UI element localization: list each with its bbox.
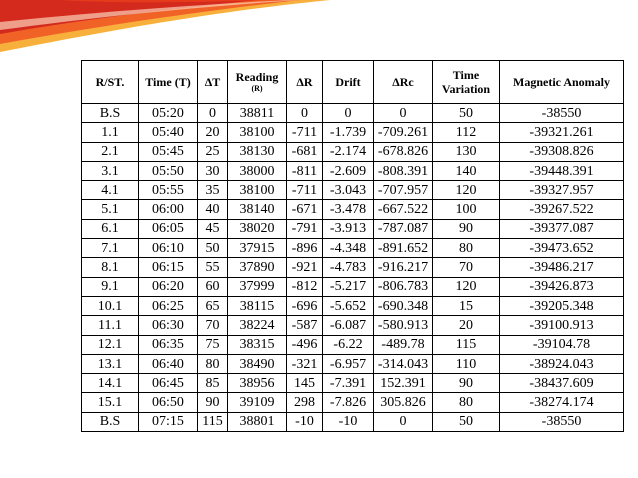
cell-delta-rc: -891.652	[374, 239, 433, 258]
cell-delta-r: 298	[287, 393, 323, 412]
table-row	[82, 123, 624, 142]
cell-station: B.S	[82, 104, 139, 123]
cell-delta-t: 20	[198, 123, 228, 142]
cell-drift: -6.957	[323, 354, 374, 373]
header-delta-rc: ΔRc	[374, 61, 433, 104]
cell-magnetic-anomaly: -39321.261	[500, 123, 624, 142]
cell-delta-t: 80	[198, 354, 228, 373]
cell-drift: -7.826	[323, 393, 374, 412]
cell-time-variation: 120	[433, 181, 500, 200]
cell-drift: -4.348	[323, 239, 374, 258]
cell-time-variation: 110	[433, 354, 500, 373]
cell-reading: 38000	[228, 161, 287, 180]
cell-delta-t: 0	[198, 104, 228, 123]
cell-station: 9.1	[82, 277, 139, 296]
cell-reading: 37999	[228, 277, 287, 296]
cell-drift: 0	[323, 104, 374, 123]
cell-time: 06:50	[139, 393, 198, 412]
cell-magnetic-anomaly: -39104.78	[500, 335, 624, 354]
cell-reading: 38956	[228, 374, 287, 393]
cell-delta-rc: -806.783	[374, 277, 433, 296]
cell-delta-t: 90	[198, 393, 228, 412]
cell-magnetic-anomaly: -38924.043	[500, 354, 624, 373]
cell-drift: -2.609	[323, 161, 374, 180]
cell-drift: -1.739	[323, 123, 374, 142]
cell-time: 06:25	[139, 296, 198, 315]
cell-delta-r: -812	[287, 277, 323, 296]
header-reading-label: Reading	[235, 70, 279, 84]
table-row	[82, 200, 624, 219]
table-row	[82, 258, 624, 277]
cell-time-variation: 90	[433, 219, 500, 238]
cell-reading: 38801	[228, 412, 287, 431]
cell-delta-t: 40	[198, 200, 228, 219]
cell-delta-t: 30	[198, 161, 228, 180]
cell-time: 06:40	[139, 354, 198, 373]
cell-magnetic-anomaly: -39377.087	[500, 219, 624, 238]
cell-magnetic-anomaly: -39327.957	[500, 181, 624, 200]
cell-time-variation: 15	[433, 296, 500, 315]
cell-time-variation: 50	[433, 412, 500, 431]
cell-delta-rc: -707.957	[374, 181, 433, 200]
table-row	[82, 374, 624, 393]
header-row	[82, 61, 624, 104]
cell-reading: 38811	[228, 104, 287, 123]
header-time-variation-line2: Variation	[441, 82, 491, 96]
cell-time-variation: 50	[433, 104, 500, 123]
cell-station: 1.1	[82, 123, 139, 142]
cell-reading: 38490	[228, 354, 287, 373]
cell-delta-rc: -580.913	[374, 316, 433, 335]
cell-drift: -4.783	[323, 258, 374, 277]
magnetic-data-table	[81, 60, 624, 432]
cell-delta-rc: -489.78	[374, 335, 433, 354]
cell-station: 11.1	[82, 316, 139, 335]
header-delta-t: ΔT	[198, 61, 228, 104]
cell-magnetic-anomaly: -38550	[500, 412, 624, 431]
table-row	[82, 161, 624, 180]
cell-station: 15.1	[82, 393, 139, 412]
header-drift: Drift	[323, 61, 374, 104]
table-row	[82, 142, 624, 161]
cell-delta-rc: 0	[374, 104, 433, 123]
cell-delta-r: -811	[287, 161, 323, 180]
cell-drift: -3.913	[323, 219, 374, 238]
cell-delta-rc: 152.391	[374, 374, 433, 393]
cell-reading: 38100	[228, 123, 287, 142]
cell-reading: 38115	[228, 296, 287, 315]
cell-station: 2.1	[82, 142, 139, 161]
cell-magnetic-anomaly: -39448.391	[500, 161, 624, 180]
cell-station: 3.1	[82, 161, 139, 180]
cell-time-variation: 115	[433, 335, 500, 354]
cell-reading: 37915	[228, 239, 287, 258]
cell-delta-t: 65	[198, 296, 228, 315]
cell-delta-r: -791	[287, 219, 323, 238]
cell-magnetic-anomaly: -39100.913	[500, 316, 624, 335]
cell-delta-t: 115	[198, 412, 228, 431]
cell-reading: 37890	[228, 258, 287, 277]
cell-station: 5.1	[82, 200, 139, 219]
cell-delta-r: -921	[287, 258, 323, 277]
cell-delta-r: -681	[287, 142, 323, 161]
cell-time: 06:10	[139, 239, 198, 258]
cell-magnetic-anomaly: -39308.826	[500, 142, 624, 161]
cell-time: 06:15	[139, 258, 198, 277]
cell-time: 06:05	[139, 219, 198, 238]
cell-time-variation: 20	[433, 316, 500, 335]
table-row	[82, 239, 624, 258]
cell-delta-r: -587	[287, 316, 323, 335]
cell-drift: -5.652	[323, 296, 374, 315]
cell-drift: -7.391	[323, 374, 374, 393]
cell-magnetic-anomaly: -39473.652	[500, 239, 624, 258]
cell-time: 06:20	[139, 277, 198, 296]
cell-station: 12.1	[82, 335, 139, 354]
cell-delta-r: -321	[287, 354, 323, 373]
cell-delta-rc: -916.217	[374, 258, 433, 277]
cell-station: 6.1	[82, 219, 139, 238]
cell-magnetic-anomaly: -39205.348	[500, 296, 624, 315]
cell-time: 06:30	[139, 316, 198, 335]
header-delta-r: ΔR	[287, 61, 323, 104]
cell-magnetic-anomaly: -39267.522	[500, 200, 624, 219]
table-row	[82, 296, 624, 315]
header-station: R/ST.	[82, 61, 139, 104]
table-body	[82, 104, 624, 432]
cell-station: 10.1	[82, 296, 139, 315]
cell-delta-r: -711	[287, 181, 323, 200]
cell-station: B.S	[82, 412, 139, 431]
cell-delta-rc: 305.826	[374, 393, 433, 412]
table-row	[82, 181, 624, 200]
cell-delta-rc: -667.522	[374, 200, 433, 219]
cell-time: 06:45	[139, 374, 198, 393]
cell-time: 06:35	[139, 335, 198, 354]
cell-delta-r: 0	[287, 104, 323, 123]
cell-time-variation: 120	[433, 277, 500, 296]
cell-reading: 38100	[228, 181, 287, 200]
cell-time-variation: 80	[433, 393, 500, 412]
cell-time-variation: 130	[433, 142, 500, 161]
cell-station: 14.1	[82, 374, 139, 393]
cell-delta-r: -10	[287, 412, 323, 431]
cell-station: 7.1	[82, 239, 139, 258]
cell-delta-t: 60	[198, 277, 228, 296]
table-row	[82, 277, 624, 296]
cell-magnetic-anomaly: -39426.873	[500, 277, 624, 296]
cell-reading: 38020	[228, 219, 287, 238]
cell-delta-t: 35	[198, 181, 228, 200]
cell-station: 13.1	[82, 354, 139, 373]
cell-delta-r: -671	[287, 200, 323, 219]
cell-magnetic-anomaly: -38274.174	[500, 393, 624, 412]
cell-time-variation: 140	[433, 161, 500, 180]
cell-drift: -6.087	[323, 316, 374, 335]
cell-magnetic-anomaly: -39486.217	[500, 258, 624, 277]
cell-delta-t: 45	[198, 219, 228, 238]
table-row	[82, 219, 624, 238]
header-time: Time (T)	[139, 61, 198, 104]
cell-time-variation: 90	[433, 374, 500, 393]
cell-time: 05:20	[139, 104, 198, 123]
cell-time: 07:15	[139, 412, 198, 431]
header-magnetic-anomaly: Magnetic Anomaly	[500, 61, 624, 104]
cell-time-variation: 112	[433, 123, 500, 142]
table-row	[82, 412, 624, 431]
cell-drift: -2.174	[323, 142, 374, 161]
table-row	[82, 335, 624, 354]
cell-delta-rc: -314.043	[374, 354, 433, 373]
header-reading	[228, 61, 287, 104]
cell-reading: 38315	[228, 335, 287, 354]
cell-delta-t: 50	[198, 239, 228, 258]
cell-time-variation: 100	[433, 200, 500, 219]
cell-delta-t: 55	[198, 258, 228, 277]
cell-reading: 38224	[228, 316, 287, 335]
cell-time: 05:45	[139, 142, 198, 161]
decorative-swoosh	[0, 0, 638, 60]
cell-drift: -5.217	[323, 277, 374, 296]
table-row	[82, 104, 624, 123]
header-time-variation-line1: Time	[452, 68, 480, 82]
cell-delta-rc: -787.087	[374, 219, 433, 238]
cell-delta-t: 70	[198, 316, 228, 335]
cell-delta-rc: -808.391	[374, 161, 433, 180]
header-time-variation	[433, 61, 500, 104]
cell-drift: -3.478	[323, 200, 374, 219]
cell-delta-t: 75	[198, 335, 228, 354]
cell-delta-r: -496	[287, 335, 323, 354]
cell-time: 06:00	[139, 200, 198, 219]
header-reading-sub: (R)	[251, 84, 263, 93]
cell-station: 4.1	[82, 181, 139, 200]
cell-time: 05:40	[139, 123, 198, 142]
cell-station: 8.1	[82, 258, 139, 277]
cell-delta-rc: 0	[374, 412, 433, 431]
cell-reading: 39109	[228, 393, 287, 412]
cell-drift: -6.22	[323, 335, 374, 354]
cell-delta-rc: -678.826	[374, 142, 433, 161]
cell-delta-r: -896	[287, 239, 323, 258]
table-row	[82, 316, 624, 335]
cell-time-variation: 80	[433, 239, 500, 258]
table-row	[82, 393, 624, 412]
cell-magnetic-anomaly: -38437.609	[500, 374, 624, 393]
cell-delta-r: 145	[287, 374, 323, 393]
cell-delta-r: -696	[287, 296, 323, 315]
cell-drift: -3.043	[323, 181, 374, 200]
cell-magnetic-anomaly: -38550	[500, 104, 624, 123]
table-row	[82, 354, 624, 373]
cell-reading: 38140	[228, 200, 287, 219]
cell-delta-rc: -709.261	[374, 123, 433, 142]
cell-time: 05:55	[139, 181, 198, 200]
cell-drift: -10	[323, 412, 374, 431]
cell-delta-rc: -690.348	[374, 296, 433, 315]
cell-delta-r: -711	[287, 123, 323, 142]
cell-time: 05:50	[139, 161, 198, 180]
cell-reading: 38130	[228, 142, 287, 161]
cell-time-variation: 70	[433, 258, 500, 277]
cell-delta-t: 25	[198, 142, 228, 161]
cell-delta-t: 85	[198, 374, 228, 393]
